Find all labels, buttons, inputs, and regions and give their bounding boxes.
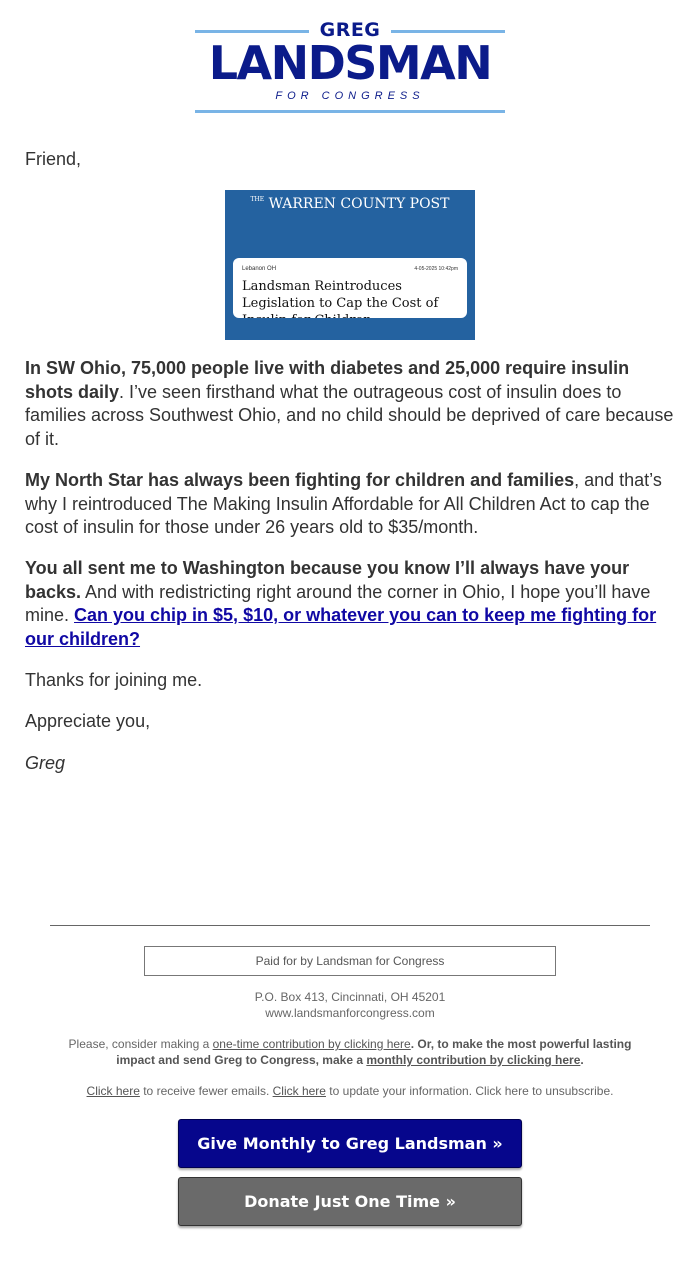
news-image-bottom-band bbox=[225, 318, 475, 340]
logo-tagline: FOR CONGRESS bbox=[275, 90, 425, 102]
p1-bold: In SW Ohio, 75,000 people live with diabetes and 25,000 require insulin shots daily bbox=[25, 358, 630, 402]
signature: Greg bbox=[25, 753, 66, 773]
fewer-emails-text: to receive fewer emails. bbox=[139, 1084, 273, 1098]
news-headline: Landsman Reintroduces Legislation to Cap the Cost of bbox=[242, 279, 439, 311]
email-preferences bbox=[50, 1083, 650, 1099]
paragraph-ask bbox=[25, 557, 677, 651]
contribution-note bbox=[50, 1036, 650, 1068]
thanks-line: Thanks for joining me. bbox=[25, 670, 203, 690]
p3-bold: You all sent me to Washington because you know I’ll always have your backs. bbox=[25, 558, 630, 602]
greeting: Friend, bbox=[25, 149, 82, 169]
donate-one-time-button[interactable]: Donate Just One Time » bbox=[178, 1177, 522, 1226]
update-info-link[interactable]: Click here bbox=[272, 1084, 326, 1098]
fewer-emails-link[interactable]: Click here bbox=[86, 1084, 140, 1098]
paragraph-north-star bbox=[25, 469, 677, 540]
logo-last-name: LANDSMAN bbox=[208, 36, 492, 90]
website-url: www.landsmanforcongress.com bbox=[265, 1006, 435, 1020]
news-date: 4-05-2025 10:42pm bbox=[414, 266, 458, 272]
sign-off: Appreciate you, bbox=[25, 711, 151, 731]
p1-rest: . I’ve seen firsthand what the outrageous cost of insulin does to families across Southwest Ohio, and no child should be deprived of care because of it. bbox=[25, 381, 674, 449]
news-masthead bbox=[225, 196, 475, 212]
logo-rule-bottom bbox=[195, 110, 505, 113]
consider-mid: . Or, to make the most powerful lasting impact and send Greg to Congress, make a bbox=[116, 1037, 632, 1067]
campaign-logo bbox=[195, 20, 505, 116]
news-card bbox=[233, 258, 467, 318]
p2-bold: My North Star has always been fighting for children and families bbox=[25, 470, 575, 490]
update-info-text: to update your information. Click here to unsubscribe. bbox=[325, 1084, 614, 1098]
masthead-prefix: THE bbox=[250, 196, 265, 203]
logo-first-name: GREG bbox=[319, 19, 381, 41]
one-time-contribution-link[interactable]: one-time contribution by clicking here bbox=[212, 1037, 411, 1051]
masthead-name: WARREN COUNTY POST bbox=[268, 196, 450, 212]
p2-rest: , and that’s why I reintroduced The Making Insulin Affordable for All Children Act to cap the cost of insulin for those under 26 years old to $35/month. bbox=[25, 470, 662, 537]
donate-link[interactable]: Can you chip in $5, $10, or whatever you can to keep me fighting for our children? bbox=[25, 605, 657, 649]
p3-rest: And with redistricting right around the corner in Ohio, I hope you’ll have mine. bbox=[25, 581, 651, 625]
mailing-address: P.O. Box 413, Cincinnati, OH 45201 bbox=[254, 990, 446, 1004]
consider-end: . bbox=[580, 1053, 584, 1067]
paragraph-diabetes bbox=[25, 357, 677, 451]
news-clipping-image[interactable] bbox=[225, 190, 475, 340]
news-location: Lebanon OH bbox=[242, 266, 277, 272]
footer-divider bbox=[50, 925, 650, 926]
monthly-contribution-link[interactable]: monthly contribution by clicking here bbox=[366, 1053, 581, 1067]
consider-prefix: Please, consider making a bbox=[68, 1037, 213, 1051]
paid-for-disclaimer: Paid for by Landsman for Congress bbox=[144, 946, 556, 976]
give-monthly-button[interactable]: Give Monthly to Greg Landsman » bbox=[178, 1119, 522, 1168]
